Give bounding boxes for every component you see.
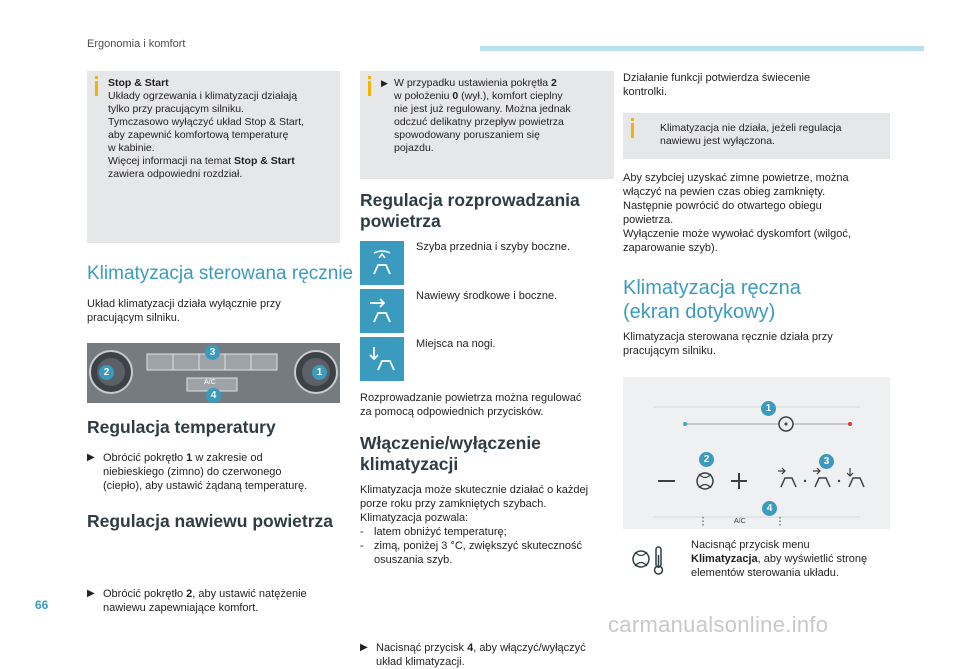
line: Klimatyzacja sterowana ręcznie działa przy: [623, 331, 833, 343]
temp-instruction: [87, 451, 356, 493]
stop-start-note: [87, 71, 340, 243]
recirculation-text: [623, 171, 890, 255]
line: kontrolki.: [623, 86, 668, 98]
note-bold: Stop & Start: [234, 155, 295, 167]
ac-onoff-title: [360, 433, 614, 475]
pointer-icon: ▶: [87, 588, 95, 599]
text: Obrócić pokrętło: [103, 588, 187, 600]
title-line: (ekran dotykowy): [623, 301, 776, 323]
fan-instruction: [87, 587, 356, 615]
touchscreen-drawing: [623, 377, 890, 529]
note-line: tylko przy pracującym silniku.: [108, 103, 244, 115]
touchscreen-title: [623, 276, 890, 324]
climate-menu-icon: [628, 541, 680, 581]
callout-4: 4: [206, 388, 221, 403]
pointer-icon: ▶: [360, 642, 368, 653]
note-line: nawiewu jest wyłączona.: [660, 135, 775, 147]
line: Nacisnąć przycisk menu: [691, 539, 810, 551]
line: zaparowanie szyb).: [623, 242, 718, 254]
desc-line: Klimatyzacja pozwala:: [360, 512, 469, 524]
line: Wyłączenie może wywołać dyskomfort (wilgoć,: [623, 228, 851, 240]
text: Nacisnąć przycisk: [376, 642, 468, 654]
note-line: w kabinie.: [108, 142, 155, 154]
pointer-icon: ▶: [381, 78, 388, 88]
text: (wył.), komfort cieplny: [458, 90, 563, 102]
text: w położeniu: [394, 90, 453, 102]
knob-zero-note: [360, 71, 614, 179]
text: , aby ustawić natężenie: [192, 588, 307, 600]
note-line: aby zapewnić komfortową temperaturę: [108, 129, 289, 141]
dash: -: [360, 526, 364, 538]
dash-text: latem obniżyć temperaturę;: [374, 526, 507, 538]
note-line: [108, 155, 336, 168]
note-line: Układy ogrzewania i klimatyzacji działają: [108, 90, 298, 102]
fan-line: [103, 587, 356, 601]
title-line: Regulacja rozprowadzania: [360, 190, 580, 210]
callout-2: 2: [699, 452, 714, 467]
bold: Klimatyzacja: [691, 553, 758, 565]
line: powietrza.: [623, 214, 674, 226]
line: [691, 552, 891, 566]
distribution-title: [360, 190, 614, 232]
distribution-windscreen-text: Szyba przednia i szyby boczne.: [416, 241, 571, 253]
text: Obrócić pokrętło: [103, 452, 187, 464]
desc-line: porze roku przy zamkniętych szybach.: [360, 498, 547, 510]
ac-instruction: [360, 641, 630, 669]
title-line: Klimatyzacja ręczna: [623, 277, 801, 299]
footer-line: Rozprowadzanie powietrza można regulować: [360, 392, 582, 404]
fan-line: nawiewu zapewniające komfort.: [103, 602, 259, 614]
note-line: nie jest już regulowany. Można jednak: [394, 103, 571, 115]
text: w zakresie od: [192, 452, 263, 464]
line: Następnie powrócić do otwartego obiegu: [623, 200, 822, 212]
info-icon: [95, 81, 98, 96]
temp-line: (ciepło), aby ustawić żądaną temperaturę.: [103, 480, 308, 492]
text: , aby wyświetlić stronę: [757, 553, 868, 565]
title-line: klimatyzacji: [360, 454, 459, 474]
pointer-icon: ▶: [87, 452, 95, 463]
dash-continuation: osuszania szyb.: [374, 554, 453, 566]
intro-line: pracującym silniku.: [87, 312, 180, 324]
indicator-text: [623, 71, 890, 99]
note-body: [660, 122, 885, 148]
info-icon: [631, 123, 634, 138]
note-line: spowodowany poruszaniem się: [394, 129, 540, 141]
line: Aby szybciej uzyskać zimne powietrze, można: [623, 172, 849, 184]
callout-2: 2: [99, 365, 114, 380]
dash: -: [360, 540, 364, 552]
callout-1: 1: [761, 401, 776, 416]
page-number: 66: [35, 598, 49, 612]
info-icon: [368, 81, 371, 96]
title-line: Włączenie/wyłączenie: [360, 433, 541, 453]
note-line: [381, 90, 609, 103]
temp-line: [103, 451, 356, 465]
face-vent-icon: [360, 289, 404, 333]
callout-3: 3: [819, 454, 834, 469]
footwell-tile: [360, 337, 404, 381]
menu-instruction: [691, 538, 891, 580]
bold: 0: [452, 90, 459, 102]
windscreen-icon: [360, 241, 404, 285]
callout-3: 3: [205, 345, 220, 360]
bold: 2: [551, 77, 557, 89]
touchscreen-illustration: [623, 377, 890, 529]
line: włączyć na pewien czas obieg zamknięty.: [623, 186, 826, 198]
footer-line: za pomocą odpowiednich przycisków.: [360, 406, 544, 418]
dash-item: [360, 525, 614, 539]
fan-temperature-icon: [628, 541, 680, 581]
temp-title: Regulacja temperatury: [87, 417, 276, 437]
note-line: zawiera odpowiedni rozdział.: [108, 168, 243, 180]
distribution-feet-text: Miejsca na nogi.: [416, 338, 496, 350]
callout-4: 4: [762, 501, 777, 516]
line: Działanie funkcji potwierdza świecenie: [623, 72, 811, 84]
ac-description: [360, 483, 614, 567]
ac-off-note: [623, 113, 890, 159]
section-title-manual-ac: Klimatyzacja sterowana ręcznie: [87, 263, 354, 284]
header-rule: [480, 46, 924, 51]
fan-title: Regulacja nawiewu powietrza: [87, 511, 334, 531]
ac-line: [376, 641, 630, 655]
note-line: Tymczasowo wyłączyć układ Stop & Start,: [108, 116, 305, 128]
note-body: [108, 77, 336, 181]
control-panel-illustration: [87, 343, 340, 403]
footwell-icon: [360, 337, 404, 381]
bold: 1: [186, 452, 193, 464]
text: , aby włączyć/wyłączyć: [473, 642, 586, 654]
note-line: pojazdu.: [394, 142, 434, 154]
desc-line: Klimatyzacja może skutecznie działać o każdej: [360, 484, 589, 496]
ac-button-label: A/C: [204, 379, 216, 386]
touch-ac-label: A/C: [734, 518, 746, 525]
distribution-footer: [360, 391, 614, 419]
text: W przypadku ustawienia pokrętła: [394, 77, 551, 89]
intro-line: Układ klimatyzacji działa wyłącznie przy: [87, 298, 281, 310]
temp-line: niebieskiego (zimno) do czerwonego: [103, 466, 282, 478]
callout-1: 1: [312, 365, 327, 380]
dash-item: [360, 539, 614, 553]
touchscreen-intro: [623, 330, 890, 358]
note-line: [381, 77, 609, 90]
note-title: Stop & Start: [108, 77, 169, 89]
note-text: Więcej informacji na temat: [108, 155, 235, 167]
dash-text: zimą, poniżej 3 °C, zwiększyć skuteczność: [374, 540, 582, 552]
ac-line: układ klimatyzacji.: [376, 656, 465, 668]
windscreen-tile: [360, 241, 404, 285]
line: elementów sterowania układu.: [691, 567, 839, 579]
intro-text: [87, 297, 340, 325]
bold: 2: [186, 588, 193, 600]
line: pracującym silniku.: [623, 345, 716, 357]
note-line: Klimatyzacja nie działa, jeżeli regulacja: [660, 122, 842, 134]
distribution-vents-text: Nawiewy środkowe i boczne.: [416, 290, 558, 302]
face-vents-tile: [360, 289, 404, 333]
running-header: Ergonomia i komfort: [87, 38, 186, 50]
watermark: carmanualsonline.info: [608, 612, 829, 637]
title-line: powietrza: [360, 211, 441, 231]
note-body: [381, 77, 609, 155]
bold: 4: [467, 642, 474, 654]
note-line: odczuć delikatny przepływ powietrza: [394, 116, 564, 128]
